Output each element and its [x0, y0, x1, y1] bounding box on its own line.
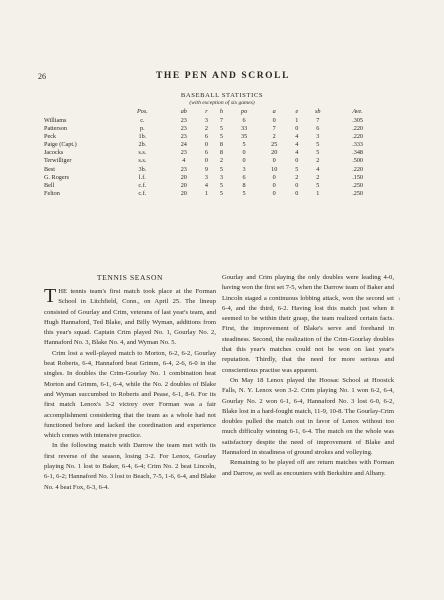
stat-cell: 33 — [240, 125, 248, 133]
table-row — [44, 133, 384, 141]
column-header: sb — [315, 108, 321, 115]
stat-cell: 25 — [271, 141, 278, 149]
tennis-paragraph: In the following match with Darrow the team met with its first reverse of the season, losing 3-2. For Lenox, Gourlay playing No. 1 lost to Baker, 6-4, 6-4; Crim No. 2 beat Lincoln, 6-1, 6-2; Hannaford No. 3 lost to Beach, 7-5, 1-6, 6-4, and Blake No. 4 beat Fox, 6-3, 6-4. — [44, 442, 216, 491]
drop-cap: T — [44, 285, 57, 307]
table-row — [44, 149, 384, 157]
stat-cell: 2 — [316, 173, 320, 181]
stat-cell: 5 — [219, 125, 224, 133]
player-name-cell: Paige (Capt.) — [44, 141, 77, 149]
stat-cell: 6 — [316, 125, 320, 133]
stat-cell: 0 — [242, 149, 246, 157]
stat-cell: 20 — [180, 173, 187, 181]
stat-cell: 5 — [316, 149, 320, 157]
stat-cell: 2 — [272, 133, 276, 141]
stat-cell: c. — [140, 117, 145, 124]
stats-header-row — [44, 108, 384, 117]
table-row — [44, 117, 384, 125]
stat-cell: 0 — [272, 173, 276, 181]
stat-cell: 6 — [242, 117, 246, 124]
table-row — [44, 174, 384, 182]
stat-cell: 20 — [271, 149, 278, 157]
table-row — [44, 125, 384, 133]
page-number: 26 — [38, 72, 46, 81]
stat-cell: 20 — [180, 181, 187, 189]
table-row — [44, 182, 384, 190]
table-row — [44, 141, 384, 149]
tennis-paragraph: On May 18 Lenox played the Hoosac School at Hoosick Falls, N. Y. Lenox won 3-2. Crim playing No. 1 won 6-2, 6-4, Gourlay No. 2 won 6-1, 6-4, Hannaford No. 3 lost 6-0, 6-2, Blake lost in a hard-fought match, 11-9, 10-8. The Gourlay-Crim doubles pulled the match out in favor of Lenox without too much difficulty winning 6-1, 6-4. The match on the whole was satisfactory despite the need of improvement of Blake and Hannaford in steadiness of ground strokes and volleying. — [222, 376, 394, 457]
stat-cell: 1b. — [138, 133, 147, 141]
stat-cell: 4 — [295, 133, 299, 141]
stat-cell: 5 — [242, 189, 246, 197]
stat-cell: 0 — [272, 157, 276, 165]
stat-cell: .250 — [352, 181, 364, 189]
stat-cell: 8 — [219, 141, 224, 149]
stat-cell: s.s. — [138, 157, 147, 165]
table-row — [44, 190, 384, 198]
paragraph-text: HE tennis team's first match took place at the Forman School in Litchfield, Conn., on April 25. The lineup consisted of Gourlay and Crim, veterans of last year's team, and Hugh Hannaford, Ted Blake, and Billy Wyman, additions from this year's squad. Captain Crim played No. 1, Gourlay No. 2, Hannaford No. 3, Blake No. 4, and Wyman No. 5. — [44, 288, 216, 347]
stat-cell: 1 — [316, 189, 320, 197]
stat-cell: 0 — [295, 189, 299, 197]
column-header: h — [219, 108, 224, 115]
stat-cell: 2 — [219, 157, 224, 165]
stat-cell: 5 — [219, 189, 224, 197]
tennis-column-right — [222, 273, 394, 479]
stat-cell: 3 — [316, 133, 320, 141]
player-name-cell: Patterson — [44, 125, 68, 133]
stat-cell: 23 — [180, 149, 187, 157]
stat-cell: .150 — [352, 173, 364, 181]
stat-cell: 4 — [182, 157, 186, 165]
player-name-cell: Bell — [44, 181, 55, 189]
stat-cell: 4 — [204, 181, 208, 189]
stat-cell: 5 — [219, 181, 224, 189]
stat-cell: .250 — [352, 189, 364, 197]
tennis-paragraph — [44, 287, 216, 349]
column-header: Pos. — [136, 108, 148, 115]
stat-cell: 6 — [204, 133, 208, 141]
stat-cell: 23 — [180, 125, 187, 133]
stat-cell: 3 — [242, 165, 246, 173]
tennis-paragraph: Crim lost a well-played match to Morton, 6-2, 6-2, Gourlay beat Roberts, 6-4, Hannaford beat Grimm, 6-4, 2-6, 6-0 in the singles. In doubles the Crim-Gourlay No. 1 combination beat Morton and Grimm, 6-1, 6-4, while the No. 2 doubles of Blake and Wyman succumbed to Roberts and Pease, 6-1, 8-6. For its first match Lenox's 3-2 victory over Forman was a fair accomplishment considering that the team as a whole had not functioned before and lacked the coordination and experience which comes with intensive practice. — [44, 349, 216, 440]
stat-cell: 7 — [219, 117, 224, 124]
stat-cell: l.f. — [138, 173, 146, 181]
stat-cell: 6 — [204, 149, 208, 157]
stat-cell: 0 — [204, 141, 208, 149]
column-header: po — [240, 108, 248, 115]
stat-cell: 20 — [180, 189, 187, 197]
stat-cell: c.f. — [138, 181, 147, 189]
player-name-cell: Best — [44, 165, 56, 173]
stat-cell: 4 — [316, 165, 320, 173]
player-name-cell: Felton — [44, 189, 60, 197]
stat-cell: 0 — [204, 157, 208, 165]
stat-cell: 0 — [272, 117, 276, 124]
stat-cell: 2b. — [138, 141, 147, 149]
stat-cell: 0 — [295, 125, 299, 133]
tennis-column-left — [44, 273, 216, 493]
page-header — [38, 72, 408, 84]
stat-cell: 2 — [316, 157, 320, 165]
stat-cell: 2 — [204, 125, 208, 133]
column-header: e — [295, 108, 299, 115]
margin-mark: › — [398, 294, 401, 303]
stat-cell: 3 — [219, 173, 224, 181]
stat-cell: 23 — [180, 117, 187, 124]
stat-cell: 7 — [316, 117, 320, 124]
stat-cell: 3 — [204, 173, 208, 181]
stat-cell: 3 — [204, 117, 208, 124]
stats-subtitle: (with exception of six games) — [189, 100, 255, 106]
table-row — [44, 166, 384, 174]
stat-cell: 3b. — [138, 165, 147, 173]
stat-cell: .220 — [352, 125, 364, 133]
stat-cell: 10 — [271, 165, 278, 173]
stat-cell: c.f. — [138, 189, 147, 197]
stat-cell: 4 — [295, 141, 299, 149]
stat-cell: 2 — [295, 173, 299, 181]
stat-cell: 1 — [295, 117, 299, 124]
stat-cell: 5 — [316, 181, 320, 189]
player-name-cell: Terwilliger — [44, 157, 72, 165]
stat-cell: 24 — [180, 141, 187, 149]
player-name-cell: Jacocks — [44, 149, 64, 157]
column-header: r — [205, 108, 208, 115]
baseball-stats-table — [44, 108, 384, 198]
tennis-section-title: TENNIS SEASON — [96, 273, 164, 282]
player-name-cell: Peck — [44, 133, 57, 141]
player-name-cell: G. Rogers — [44, 173, 70, 181]
stat-cell: 0 — [295, 181, 299, 189]
table-row — [44, 157, 384, 165]
stat-cell: 1 — [204, 189, 208, 197]
stat-cell: 8 — [219, 149, 224, 157]
stat-cell: 8 — [242, 181, 246, 189]
stat-cell: 0 — [272, 181, 276, 189]
stat-cell: 5 — [219, 165, 224, 173]
column-header: ab — [180, 108, 187, 115]
stat-cell: 5 — [242, 141, 246, 149]
stat-cell: 5 — [219, 133, 224, 141]
stat-cell: .500 — [352, 157, 364, 165]
stat-cell: 35 — [240, 133, 248, 141]
tennis-paragraph: Remaining to be played off are return matches with Forman and Darrow, as well as encounters with Berkshire and Albany. — [222, 459, 394, 477]
stat-cell: .220 — [352, 133, 364, 141]
stat-cell: s.s. — [138, 149, 147, 157]
stat-cell: 0 — [272, 189, 276, 197]
column-header: a — [272, 108, 276, 115]
player-name-cell: Williams — [44, 117, 67, 124]
stat-cell: .220 — [352, 165, 364, 173]
stat-cell: .348 — [352, 149, 364, 157]
stat-cell: 6 — [242, 173, 246, 181]
stat-cell: p. — [140, 125, 145, 133]
stat-cell: 4 — [295, 149, 299, 157]
stat-cell: 0 — [242, 157, 246, 165]
stat-cell: 7 — [272, 125, 276, 133]
stat-cell: 5 — [295, 165, 299, 173]
running-head: THE PEN AND SCROLL — [155, 71, 291, 81]
stat-cell: .305 — [352, 117, 364, 124]
stat-cell: 23 — [180, 165, 187, 173]
stat-cell: 5 — [316, 141, 320, 149]
name-column-header — [44, 108, 116, 117]
tennis-paragraph: Gourlay and Crim playing the only doubles were leading 4-0, having won the first set 7-5, when the Darrow team of Baker and Lincoln staged a continuous lobbing attack, won the second set 6-4, and the third, 6-2. Having lost this match just when it seemed to be within their grasp, the team realized certain facts. First, the improvement of Blake's serve and forehand in steadiness. Second, the realization of the Crim-Gourlay doubles that this year's matches could not be won on last year's reputation. Thirdly, that the need for more serious and conscientious practise was apparent. — [222, 274, 394, 374]
stat-cell: .333 — [352, 141, 364, 149]
stat-cell: 0 — [295, 157, 299, 165]
stats-title: BASEBALL STATISTICS — [180, 92, 264, 99]
stat-cell: 23 — [180, 133, 187, 141]
stat-cell: 9 — [204, 165, 208, 173]
column-header: Ave. — [352, 108, 363, 115]
